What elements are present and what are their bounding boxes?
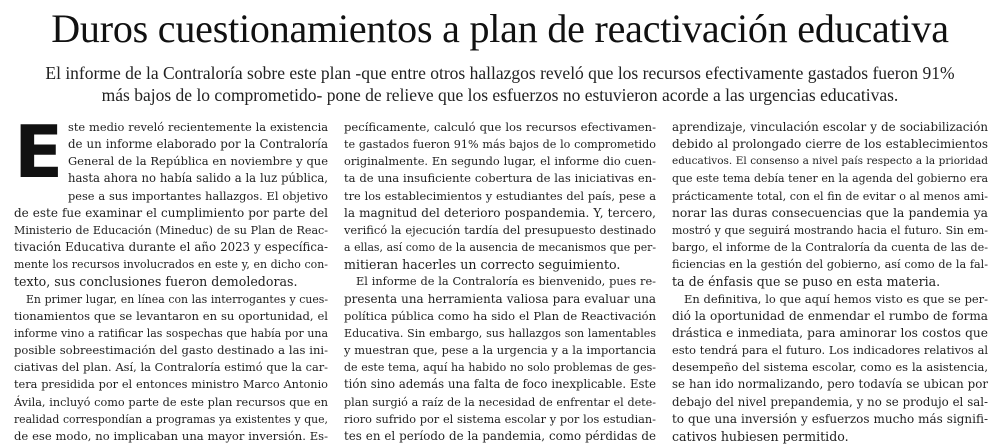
text-line: te gastados fueron 91% más bajos de lo comprometido: [344, 138, 656, 152]
text-line: dió la oportunidad de enmendar el rumbo de forma: [672, 308, 988, 323]
text-line: tre los establecimientos y estudiantes del país, pese a: [344, 188, 656, 203]
headline: Duros cuestionamientos a plan de reactivación educativa: [51, 6, 949, 51]
text-line: realidad correspondían a programas ya existentes y que,: [14, 412, 328, 426]
text-line: cativos hubiesen permitido.: [672, 428, 849, 444]
text-line: de un informe elaborado por la Contraloría: [68, 137, 328, 152]
text-line: informe vino a ratificar las sospechas que había por una: [14, 326, 328, 340]
deck-subheadline: [30, 62, 970, 106]
text-line: En definitiva, lo que aquí hemos visto es que se per-: [684, 291, 988, 306]
text-line: hasta ahora no había salido a la luz pública,: [68, 171, 328, 186]
text-line: presenta una herramienta valiosa para evaluar una: [344, 291, 656, 306]
text-line: desempeño del sistema escolar, como es la asistencia,: [672, 360, 988, 375]
text-line: originalmente. En segundo lugar, el informe dio cuen-: [344, 154, 656, 169]
text-line: posible sobreestimación del gasto destinado a las ini-: [14, 343, 328, 358]
article-column-3: [672, 119, 988, 445]
text-line: bargo, el informe de la Contraloría da cuenta de las de-: [672, 241, 988, 255]
text-line: to que una inversión y esfuerzos mucho más signifi-: [672, 411, 988, 426]
text-line: drástica e inmediata, para aminorar los costos que: [672, 325, 988, 340]
text-line: General de la República en noviembre y que: [68, 154, 328, 169]
text-line: de ese modo, no implicaban una mayor inversión. Es-: [14, 428, 328, 443]
text-line: texto, sus conclusiones fueron demoledoras.: [14, 274, 298, 290]
text-line: verificó la ejecución tardía del presupuesto destinado: [344, 222, 656, 237]
drop-cap: E: [14, 122, 64, 182]
text-line: pecíficamente, calculó que los recursos efectivamen-: [344, 120, 656, 134]
text-line: pese a sus importantes hallazgos. El objetivo: [68, 188, 328, 203]
text-line: y muestran que, pese a la urgencia y a la importancia: [344, 343, 656, 358]
deck-line: El informe de la Contraloría sobre este plan -que entre otros hallazgos reveló que los recursos efectivamente gastados fueron 91%: [45, 63, 955, 83]
article-column-2: [344, 119, 656, 445]
text-line: tera presidida por el entonces ministro Marco Antonio: [14, 378, 328, 392]
text-line: de este fue examinar el cumplimiento por parte del: [14, 205, 328, 220]
text-line: El informe de la Contraloría es bienvenido, pues re-: [356, 274, 656, 289]
text-line: prácticamente total, con el fin de evitar o al menos ami-: [672, 189, 988, 203]
text-line: mostró y que seguirá mostrando hacia el futuro. Sin em-: [672, 223, 988, 237]
text-line: esto tendrá para el futuro. Los indicadores relativos al: [672, 343, 988, 358]
deck-line: más bajos de lo comprometido- pone de relieve que los esfuerzos no estuvieron acorde a las urgencias educativas.: [101, 85, 899, 105]
text-line: aprendizaje, vinculación escolar y de sociabilización: [672, 120, 988, 134]
text-line: tes en el período de la pandemia, como pérdidas de: [344, 428, 656, 443]
text-line: tivación Educativa durante el año 2023 y específica-: [14, 240, 328, 255]
text-line: ciativas del plan. Así, la Contraloría estimó que la car-: [14, 360, 328, 375]
text-line: ste medio reveló recientemente la existencia: [68, 120, 328, 134]
text-line: de este tema, aquí ha habido no solo problemas de ges-: [344, 361, 656, 375]
text-line: la magnitud del deterioro pospandemia. Y, tercero,: [344, 205, 656, 220]
text-line: Ávila, incluyó como parte de este plan recursos que en: [14, 395, 328, 409]
text-line: educativos. El consenso a nivel país respecto a la prioridad: [672, 155, 988, 168]
text-line: Ministerio de Educación (Mineduc) de su Plan de Reac-: [14, 223, 328, 237]
text-line: ta de una insuficiente cobertura de las iniciativas en-: [344, 171, 656, 186]
text-line: mente los recursos involucrados en este y, en dicho con-: [14, 258, 328, 272]
text-line: rioro sufrido por el sistema escolar y por los estudian-: [344, 412, 656, 426]
text-line: norar las duras consecuencias que la pandemia ya: [672, 205, 988, 220]
text-line: debajo del nivel prepandemia, y no se produjo el sal-: [672, 394, 988, 409]
text-line: se han ido normalizando, pero todavía se ubican por: [672, 377, 988, 392]
text-line: mitieran hacerles un correcto seguimiento.: [344, 257, 621, 273]
text-line: ta de énfasis que se puso en esta materia.: [672, 274, 941, 290]
text-line: debido al prolongado cierre de los establecimientos: [672, 137, 988, 152]
article-column-1: [14, 119, 328, 445]
text-line: política pública como ha sido el Plan de Reactivación: [344, 308, 656, 323]
text-line: tión sino además una falta de foco inexplicable. Este: [344, 377, 656, 392]
text-line: que este tema debía tener en la agenda del gobierno era: [672, 172, 988, 186]
text-line: Educativa. Sin embargo, sus hallazgos son lamentables: [344, 326, 656, 340]
text-line: En primer lugar, en línea con las interrogantes y cues-: [26, 292, 328, 306]
text-line: tionamientos que se levantaron en su oportunidad, el: [14, 308, 328, 323]
text-line: plan surgió a raíz de la necesidad de enfrentar el dete-: [344, 395, 656, 409]
text-line: a ellas, así como de la ausencia de mecanismos que per-: [344, 241, 656, 255]
text-line: ficiencias en la gestión del gobierno, así como de la fal-: [672, 258, 988, 272]
